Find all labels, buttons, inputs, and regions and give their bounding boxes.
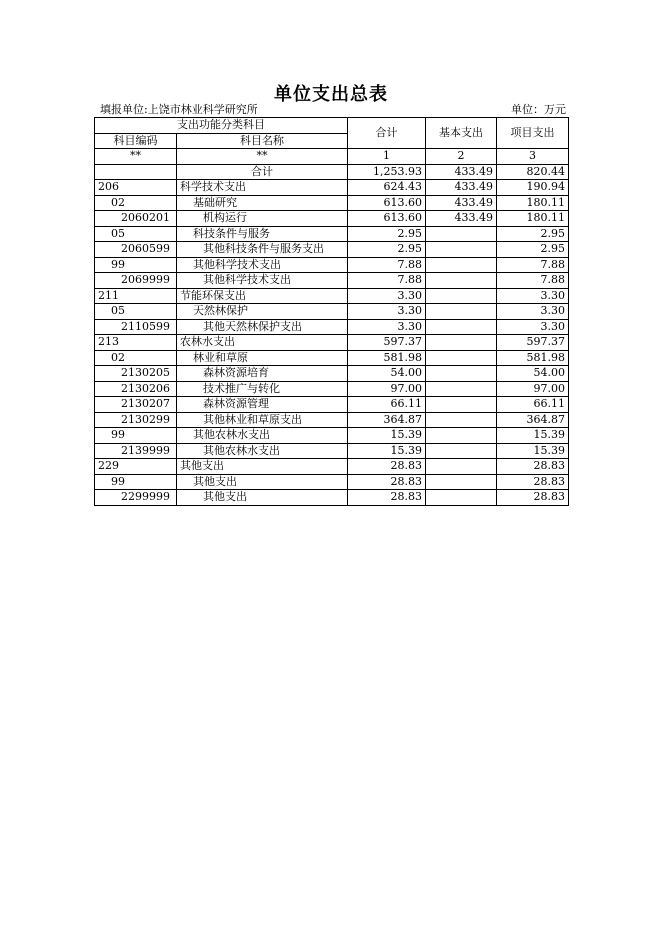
row-total: 3.30 xyxy=(348,288,426,304)
table-row xyxy=(95,474,569,490)
table-row xyxy=(95,381,569,397)
row-name: 其他农林水支出 xyxy=(177,443,348,459)
index-total: 1 xyxy=(348,149,426,165)
row-project: 7.88 xyxy=(497,257,569,273)
row-project: 97.00 xyxy=(497,381,569,397)
reporting-unit: 填报单位:上饶市林业科学研究所 xyxy=(100,103,258,116)
row-name: 其他林业和草原支出 xyxy=(177,412,348,428)
row-basic xyxy=(426,288,497,304)
row-total: 613.60 xyxy=(348,211,426,227)
row-project: 28.83 xyxy=(497,459,569,475)
row-basic xyxy=(426,319,497,335)
row-project: 28.83 xyxy=(497,490,569,506)
row-code: 99 xyxy=(95,474,177,490)
table-row xyxy=(95,211,569,227)
row-total: 7.88 xyxy=(348,273,426,289)
row-total: 613.60 xyxy=(348,195,426,211)
row-name: 其他支出 xyxy=(177,474,348,490)
row-code: 2110599 xyxy=(95,319,177,335)
index-code: ** xyxy=(95,149,177,165)
header-basic: 基本支出 xyxy=(426,118,497,149)
header-project: 项目支出 xyxy=(497,118,569,149)
table-row xyxy=(95,412,569,428)
index-project: 3 xyxy=(497,149,569,165)
row-project: 190.94 xyxy=(497,180,569,196)
row-code: 05 xyxy=(95,226,177,242)
row-basic xyxy=(426,304,497,320)
row-basic xyxy=(426,366,497,382)
row-total: 15.39 xyxy=(348,443,426,459)
table-row xyxy=(95,180,569,196)
row-code: 2130207 xyxy=(95,397,177,413)
table-row xyxy=(95,257,569,273)
row-total: 15.39 xyxy=(348,428,426,444)
row-project: 820.44 xyxy=(497,164,569,180)
row-basic xyxy=(426,474,497,490)
table-row xyxy=(95,350,569,366)
row-code: 05 xyxy=(95,304,177,320)
header-function-group: 支出功能分类科目 xyxy=(95,118,348,134)
row-total: 54.00 xyxy=(348,366,426,382)
table-row xyxy=(95,490,569,506)
row-code: 02 xyxy=(95,350,177,366)
row-total: 364.87 xyxy=(348,412,426,428)
row-name: 其他支出 xyxy=(177,459,348,475)
row-code: 2139999 xyxy=(95,443,177,459)
row-total: 597.37 xyxy=(348,335,426,351)
table-row xyxy=(95,304,569,320)
row-project: 2.95 xyxy=(497,242,569,258)
row-name: 其他科学技术支出 xyxy=(177,257,348,273)
row-basic: 433.49 xyxy=(426,211,497,227)
header-name: 科目名称 xyxy=(177,133,348,149)
row-total: 28.83 xyxy=(348,459,426,475)
row-name: 其他农林水支出 xyxy=(177,428,348,444)
row-basic: 433.49 xyxy=(426,164,497,180)
table-row xyxy=(95,226,569,242)
row-basic: 433.49 xyxy=(426,180,497,196)
row-total: 1,253.93 xyxy=(348,164,426,180)
row-project: 28.83 xyxy=(497,474,569,490)
row-code xyxy=(95,164,177,180)
row-name: 林业和草原 xyxy=(177,350,348,366)
row-code: 229 xyxy=(95,459,177,475)
row-basic xyxy=(426,459,497,475)
row-code: 2060201 xyxy=(95,211,177,227)
row-code: 99 xyxy=(95,428,177,444)
row-basic xyxy=(426,412,497,428)
row-total: 97.00 xyxy=(348,381,426,397)
row-basic xyxy=(426,428,497,444)
amount-unit: 单位：万元 xyxy=(511,103,566,116)
row-name: 技术推广与转化 xyxy=(177,381,348,397)
row-total: 7.88 xyxy=(348,257,426,273)
row-name: 天然林保护 xyxy=(177,304,348,320)
table-row xyxy=(95,319,569,335)
row-name: 其他天然林保护支出 xyxy=(177,319,348,335)
row-total: 581.98 xyxy=(348,350,426,366)
row-code: 2130205 xyxy=(95,366,177,382)
table-row xyxy=(95,273,569,289)
row-code: 2069999 xyxy=(95,273,177,289)
row-project: 364.87 xyxy=(497,412,569,428)
index-name: ** xyxy=(177,149,348,165)
row-total: 2.95 xyxy=(348,226,426,242)
table-row xyxy=(95,242,569,258)
row-project: 597.37 xyxy=(497,335,569,351)
row-code: 2299999 xyxy=(95,490,177,506)
table-row xyxy=(95,366,569,382)
row-name: 节能环保支出 xyxy=(177,288,348,304)
page-title: 单位支出总表 xyxy=(274,84,388,105)
table-row xyxy=(95,288,569,304)
row-name: 基础研究 xyxy=(177,195,348,211)
header-total: 合计 xyxy=(348,118,426,149)
row-total: 2.95 xyxy=(348,242,426,258)
row-name: 科技条件与服务 xyxy=(177,226,348,242)
row-name: 其他科技条件与服务支出 xyxy=(177,242,348,258)
row-total: 624.43 xyxy=(348,180,426,196)
row-basic xyxy=(426,257,497,273)
row-total: 28.83 xyxy=(348,490,426,506)
table-row xyxy=(95,397,569,413)
row-basic xyxy=(426,350,497,366)
row-code: 206 xyxy=(95,180,177,196)
row-basic xyxy=(426,490,497,506)
row-name: 森林资源管理 xyxy=(177,397,348,413)
row-total: 66.11 xyxy=(348,397,426,413)
table-row xyxy=(95,443,569,459)
header-row-1 xyxy=(95,118,569,134)
row-total: 3.30 xyxy=(348,304,426,320)
row-basic xyxy=(426,273,497,289)
index-basic: 2 xyxy=(426,149,497,165)
row-code: 2130299 xyxy=(95,412,177,428)
row-name: 其他支出 xyxy=(177,490,348,506)
row-code: 211 xyxy=(95,288,177,304)
row-name: 机构运行 xyxy=(177,211,348,227)
row-project: 7.88 xyxy=(497,273,569,289)
row-project: 15.39 xyxy=(497,443,569,459)
table-row xyxy=(95,164,569,180)
row-project: 180.11 xyxy=(497,195,569,211)
row-project: 3.30 xyxy=(497,288,569,304)
row-code: 213 xyxy=(95,335,177,351)
row-total: 3.30 xyxy=(348,319,426,335)
row-project: 581.98 xyxy=(497,350,569,366)
row-name: 科学技术支出 xyxy=(177,180,348,196)
row-name: 农林水支出 xyxy=(177,335,348,351)
table-row xyxy=(95,335,569,351)
row-basic xyxy=(426,397,497,413)
row-basic xyxy=(426,443,497,459)
row-project: 3.30 xyxy=(497,304,569,320)
row-project: 15.39 xyxy=(497,428,569,444)
row-basic xyxy=(426,335,497,351)
row-project: 66.11 xyxy=(497,397,569,413)
row-project: 54.00 xyxy=(497,366,569,382)
row-project: 180.11 xyxy=(497,211,569,227)
table-row xyxy=(95,428,569,444)
row-code: 2060599 xyxy=(95,242,177,258)
row-code: 99 xyxy=(95,257,177,273)
table-row xyxy=(95,459,569,475)
row-basic: 433.49 xyxy=(426,195,497,211)
table-row xyxy=(95,195,569,211)
index-row xyxy=(95,149,569,165)
row-name: 森林资源培育 xyxy=(177,366,348,382)
row-project: 2.95 xyxy=(497,226,569,242)
row-basic xyxy=(426,381,497,397)
row-total: 28.83 xyxy=(348,474,426,490)
row-project: 3.30 xyxy=(497,319,569,335)
row-code: 2130206 xyxy=(95,381,177,397)
row-name: 其他科学技术支出 xyxy=(177,273,348,289)
row-basic xyxy=(426,226,497,242)
row-basic xyxy=(426,242,497,258)
header-code: 科目编码 xyxy=(95,133,177,149)
row-name: 合计 xyxy=(177,164,348,180)
expenditure-table xyxy=(94,117,569,506)
row-code: 02 xyxy=(95,195,177,211)
